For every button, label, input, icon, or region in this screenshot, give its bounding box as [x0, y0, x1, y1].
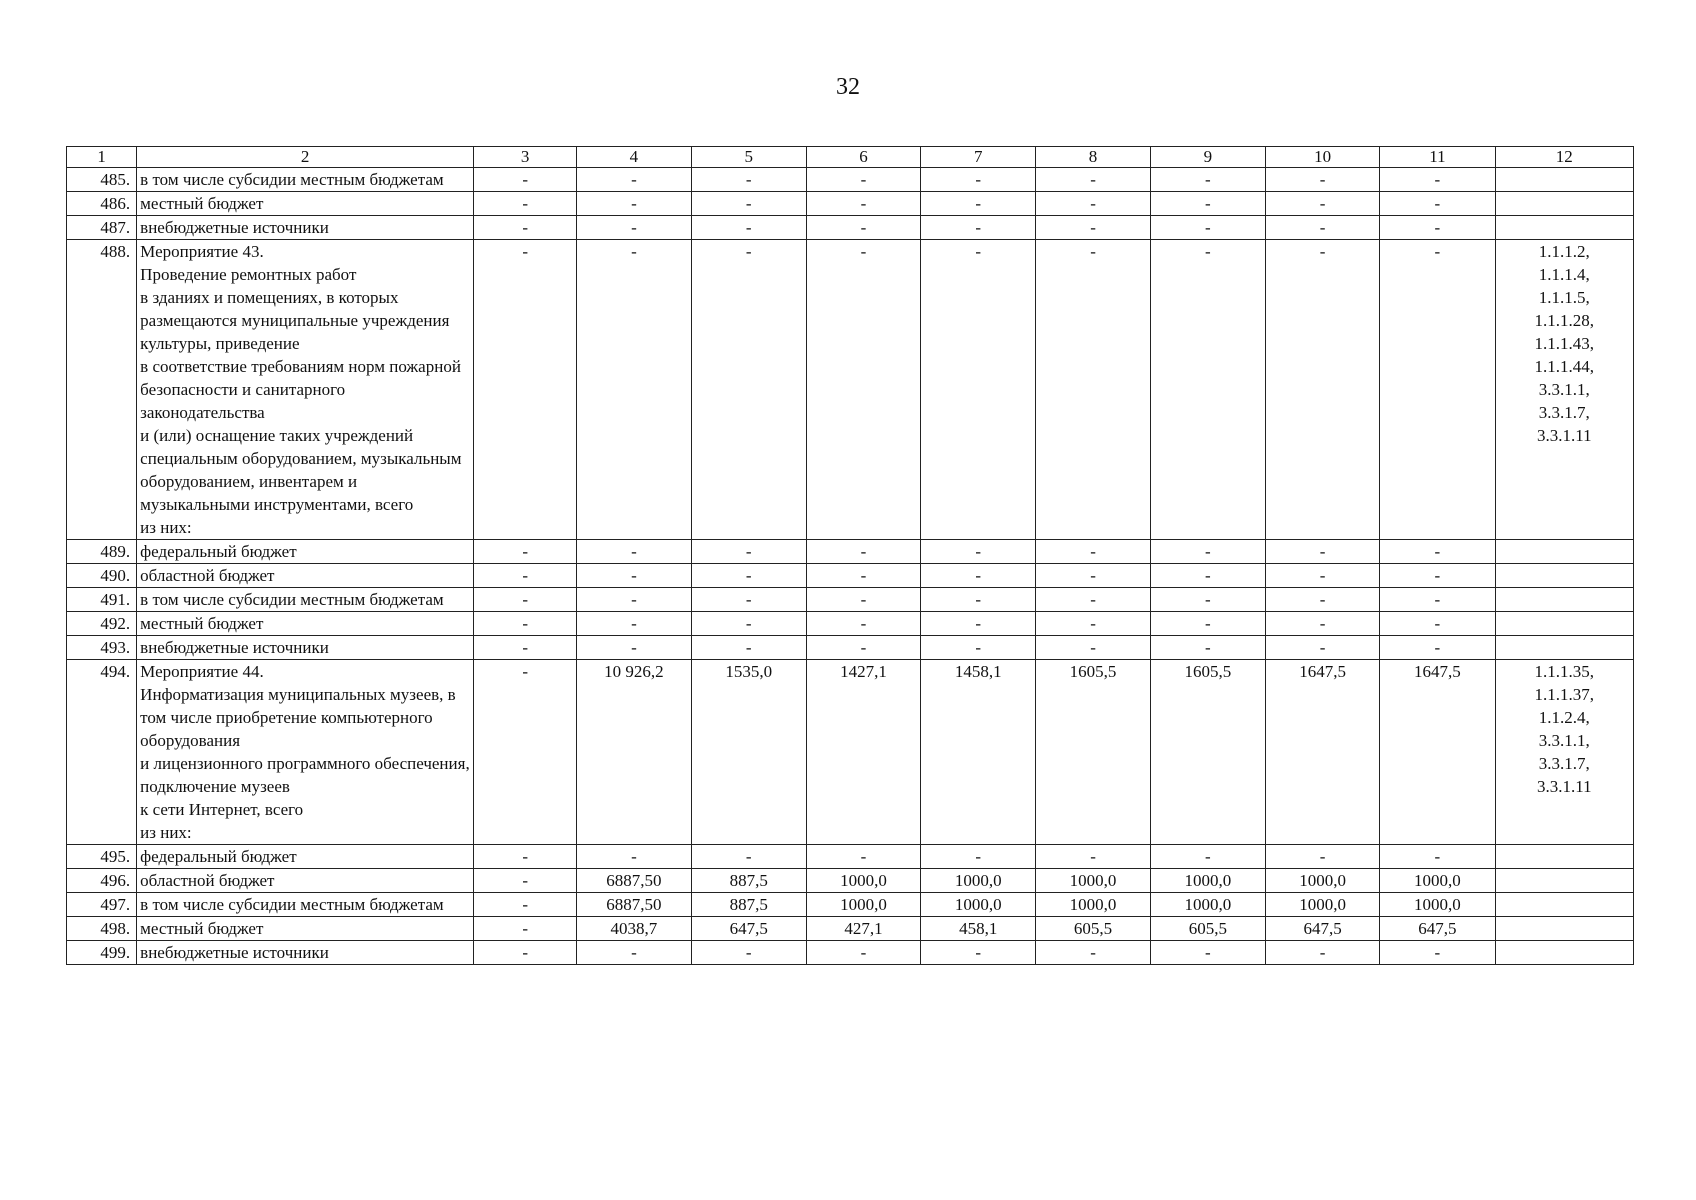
page-number: 32	[836, 74, 860, 100]
ref-cell	[1495, 636, 1633, 660]
value-cell: 1000,0	[806, 893, 920, 917]
value-cell: -	[577, 588, 691, 612]
value-cell: 1000,0	[1150, 893, 1265, 917]
value-cell: 427,1	[806, 917, 920, 941]
row-name: внебюджетные источники	[137, 636, 474, 660]
table-header	[67, 147, 1634, 168]
header-cell: 5	[691, 147, 806, 168]
value-cell: -	[921, 240, 1036, 540]
value-cell: -	[806, 192, 920, 216]
value-cell: -	[1265, 240, 1379, 540]
value-cell: 1605,5	[1036, 660, 1150, 845]
row-name: Мероприятие 43. Проведение ремонтных работ в зданиях и помещениях, в которых размещаются муниципальные учреждения культуры, приведение в соответствие требованиям норм пожарной безопасности и санитарного законодательства и (или) оснащение таких учреждений специальным оборудованием, музыкальным оборудованием, инвентарем и музыкальными инструментами, всего из них:	[137, 240, 474, 540]
header-cell: 4	[577, 147, 691, 168]
table-body	[67, 168, 1634, 965]
value-cell: -	[474, 168, 577, 192]
value-cell: -	[1150, 540, 1265, 564]
value-cell: -	[474, 540, 577, 564]
value-cell: -	[474, 845, 577, 869]
value-cell: -	[474, 612, 577, 636]
value-cell: -	[1380, 588, 1495, 612]
value-cell: 647,5	[1265, 917, 1379, 941]
value-cell: -	[806, 845, 920, 869]
value-cell: -	[691, 216, 806, 240]
value-cell: -	[921, 612, 1036, 636]
value-cell: -	[1380, 612, 1495, 636]
value-cell: 10 926,2	[577, 660, 691, 845]
value-cell: -	[1150, 636, 1265, 660]
header-cell: 11	[1380, 147, 1495, 168]
value-cell: -	[1380, 240, 1495, 540]
table-row	[67, 612, 1634, 636]
value-cell: -	[577, 636, 691, 660]
value-cell: -	[1380, 636, 1495, 660]
table-row	[67, 216, 1634, 240]
value-cell: 1000,0	[1380, 869, 1495, 893]
value-cell: -	[474, 893, 577, 917]
value-cell: -	[474, 240, 577, 540]
value-cell: -	[1380, 168, 1495, 192]
value-cell: -	[1036, 941, 1150, 965]
value-cell: 1000,0	[921, 893, 1036, 917]
value-cell: -	[1036, 192, 1150, 216]
value-cell: -	[1036, 540, 1150, 564]
value-cell: -	[921, 192, 1036, 216]
table-row	[67, 869, 1634, 893]
row-name: в том числе субсидии местным бюджетам	[137, 893, 474, 917]
value-cell: -	[577, 941, 691, 965]
value-cell: 887,5	[691, 893, 806, 917]
row-number: 492.	[67, 612, 137, 636]
value-cell: -	[1150, 216, 1265, 240]
row-number: 498.	[67, 917, 137, 941]
value-cell: -	[921, 941, 1036, 965]
row-number: 486.	[67, 192, 137, 216]
value-cell: -	[691, 941, 806, 965]
value-cell: -	[1150, 192, 1265, 216]
table-row	[67, 540, 1634, 564]
row-name: внебюджетные источники	[137, 941, 474, 965]
row-name: федеральный бюджет	[137, 540, 474, 564]
value-cell: 1535,0	[691, 660, 806, 845]
ref-cell	[1495, 893, 1633, 917]
header-row	[67, 147, 1634, 168]
ref-cell	[1495, 192, 1633, 216]
value-cell: -	[1150, 845, 1265, 869]
value-cell: 1000,0	[1150, 869, 1265, 893]
value-cell: 647,5	[691, 917, 806, 941]
value-cell: 1000,0	[921, 869, 1036, 893]
value-cell: -	[691, 612, 806, 636]
value-cell: -	[1265, 216, 1379, 240]
value-cell: -	[691, 540, 806, 564]
header-cell: 2	[137, 147, 474, 168]
value-cell: 647,5	[1380, 917, 1495, 941]
value-cell: -	[474, 917, 577, 941]
value-cell: -	[1036, 564, 1150, 588]
value-cell: -	[806, 540, 920, 564]
value-cell: -	[1036, 845, 1150, 869]
table-row	[67, 893, 1634, 917]
value-cell: -	[474, 869, 577, 893]
value-cell: -	[806, 240, 920, 540]
value-cell: -	[691, 240, 806, 540]
ref-cell	[1495, 941, 1633, 965]
row-name: внебюджетные источники	[137, 216, 474, 240]
ref-cell	[1495, 917, 1633, 941]
value-cell: -	[806, 636, 920, 660]
ref-cell	[1495, 588, 1633, 612]
table-row	[67, 917, 1634, 941]
value-cell: 1000,0	[1036, 869, 1150, 893]
value-cell: -	[577, 192, 691, 216]
table-row	[67, 240, 1634, 540]
value-cell: -	[1036, 168, 1150, 192]
value-cell: -	[1380, 845, 1495, 869]
value-cell: -	[577, 168, 691, 192]
ref-cell	[1495, 540, 1633, 564]
row-name: местный бюджет	[137, 192, 474, 216]
row-name: областной бюджет	[137, 564, 474, 588]
value-cell: -	[1036, 216, 1150, 240]
value-cell: -	[577, 540, 691, 564]
table-row	[67, 660, 1634, 845]
ref-cell	[1495, 216, 1633, 240]
value-cell: -	[474, 660, 577, 845]
value-cell: -	[1265, 564, 1379, 588]
value-cell: -	[921, 588, 1036, 612]
value-cell: -	[1380, 941, 1495, 965]
table-row	[67, 168, 1634, 192]
row-name: федеральный бюджет	[137, 845, 474, 869]
value-cell: -	[921, 540, 1036, 564]
value-cell: -	[577, 612, 691, 636]
value-cell: -	[691, 168, 806, 192]
row-name: областной бюджет	[137, 869, 474, 893]
ref-cell: 1.1.1.2, 1.1.1.4, 1.1.1.5, 1.1.1.28, 1.1.1.43, 1.1.1.44, 3.3.1.1, 3.3.1.7, 3.3.1.11	[1495, 240, 1633, 540]
value-cell: -	[1265, 168, 1379, 192]
table-row	[67, 192, 1634, 216]
value-cell: -	[474, 192, 577, 216]
header-cell: 6	[806, 147, 920, 168]
row-number: 493.	[67, 636, 137, 660]
value-cell: 1000,0	[1380, 893, 1495, 917]
value-cell: -	[474, 636, 577, 660]
value-cell: -	[474, 564, 577, 588]
row-name: местный бюджет	[137, 917, 474, 941]
value-cell: -	[1265, 588, 1379, 612]
value-cell: -	[1036, 240, 1150, 540]
value-cell: -	[1380, 564, 1495, 588]
row-number: 494.	[67, 660, 137, 845]
value-cell: -	[474, 588, 577, 612]
value-cell: -	[1150, 564, 1265, 588]
value-cell: -	[921, 845, 1036, 869]
value-cell: -	[1036, 612, 1150, 636]
value-cell: 1000,0	[1036, 893, 1150, 917]
row-number: 495.	[67, 845, 137, 869]
value-cell: -	[691, 845, 806, 869]
value-cell: -	[577, 240, 691, 540]
value-cell: -	[691, 564, 806, 588]
row-number: 490.	[67, 564, 137, 588]
ref-cell	[1495, 564, 1633, 588]
value-cell: -	[577, 564, 691, 588]
value-cell: 6887,50	[577, 869, 691, 893]
row-number: 485.	[67, 168, 137, 192]
value-cell: 1000,0	[1265, 869, 1379, 893]
value-cell: -	[1380, 216, 1495, 240]
value-cell: -	[921, 636, 1036, 660]
value-cell: -	[806, 612, 920, 636]
value-cell: -	[474, 941, 577, 965]
value-cell: -	[1150, 588, 1265, 612]
value-cell: -	[1265, 636, 1379, 660]
value-cell: -	[1265, 540, 1379, 564]
table-row	[67, 941, 1634, 965]
value-cell: 1458,1	[921, 660, 1036, 845]
row-name: местный бюджет	[137, 612, 474, 636]
value-cell: -	[691, 588, 806, 612]
header-cell: 9	[1150, 147, 1265, 168]
value-cell: 1605,5	[1150, 660, 1265, 845]
value-cell: 1647,5	[1380, 660, 1495, 845]
value-cell: -	[1150, 941, 1265, 965]
value-cell: 605,5	[1036, 917, 1150, 941]
value-cell: -	[806, 564, 920, 588]
value-cell: -	[1380, 540, 1495, 564]
row-number: 487.	[67, 216, 137, 240]
header-cell: 1	[67, 147, 137, 168]
value-cell: -	[691, 192, 806, 216]
value-cell: -	[691, 636, 806, 660]
table-row	[67, 636, 1634, 660]
header-cell: 10	[1265, 147, 1379, 168]
value-cell: -	[806, 216, 920, 240]
value-cell: -	[921, 564, 1036, 588]
ref-cell	[1495, 869, 1633, 893]
value-cell: 1000,0	[806, 869, 920, 893]
value-cell: 458,1	[921, 917, 1036, 941]
row-name: Мероприятие 44. Информатизация муниципальных музеев, в том числе приобретение компьютерного оборудования и лицензионного программного обеспечения, подключение музеев к сети Интернет, всего из них:	[137, 660, 474, 845]
value-cell: -	[1150, 240, 1265, 540]
row-number: 496.	[67, 869, 137, 893]
value-cell: -	[577, 845, 691, 869]
table-row	[67, 588, 1634, 612]
ref-cell: 1.1.1.35, 1.1.1.37, 1.1.2.4, 3.3.1.1, 3.3.1.7, 3.3.1.11	[1495, 660, 1633, 845]
row-number: 497.	[67, 893, 137, 917]
row-name: в том числе субсидии местным бюджетам	[137, 168, 474, 192]
table-row	[67, 845, 1634, 869]
header-cell: 8	[1036, 147, 1150, 168]
header-cell: 7	[921, 147, 1036, 168]
header-cell: 3	[474, 147, 577, 168]
value-cell: -	[806, 168, 920, 192]
value-cell: -	[806, 941, 920, 965]
value-cell: -	[806, 588, 920, 612]
value-cell: 1000,0	[1265, 893, 1379, 917]
value-cell: 1427,1	[806, 660, 920, 845]
value-cell: -	[1036, 636, 1150, 660]
value-cell: -	[1150, 612, 1265, 636]
value-cell: -	[921, 168, 1036, 192]
value-cell: 605,5	[1150, 917, 1265, 941]
value-cell: -	[1265, 845, 1379, 869]
budget-table	[66, 146, 1634, 965]
row-name: в том числе субсидии местным бюджетам	[137, 588, 474, 612]
ref-cell	[1495, 168, 1633, 192]
value-cell: -	[474, 216, 577, 240]
value-cell: -	[1380, 192, 1495, 216]
value-cell: -	[921, 216, 1036, 240]
row-number: 499.	[67, 941, 137, 965]
value-cell: -	[1036, 588, 1150, 612]
table-row	[67, 564, 1634, 588]
value-cell: 887,5	[691, 869, 806, 893]
ref-cell	[1495, 845, 1633, 869]
row-number: 488.	[67, 240, 137, 540]
value-cell: -	[1265, 192, 1379, 216]
value-cell: 4038,7	[577, 917, 691, 941]
header-cell: 12	[1495, 147, 1633, 168]
value-cell: -	[1265, 941, 1379, 965]
value-cell: 1647,5	[1265, 660, 1379, 845]
value-cell: -	[1265, 612, 1379, 636]
value-cell: 6887,50	[577, 893, 691, 917]
row-number: 491.	[67, 588, 137, 612]
value-cell: -	[1150, 168, 1265, 192]
ref-cell	[1495, 612, 1633, 636]
value-cell: -	[577, 216, 691, 240]
row-number: 489.	[67, 540, 137, 564]
